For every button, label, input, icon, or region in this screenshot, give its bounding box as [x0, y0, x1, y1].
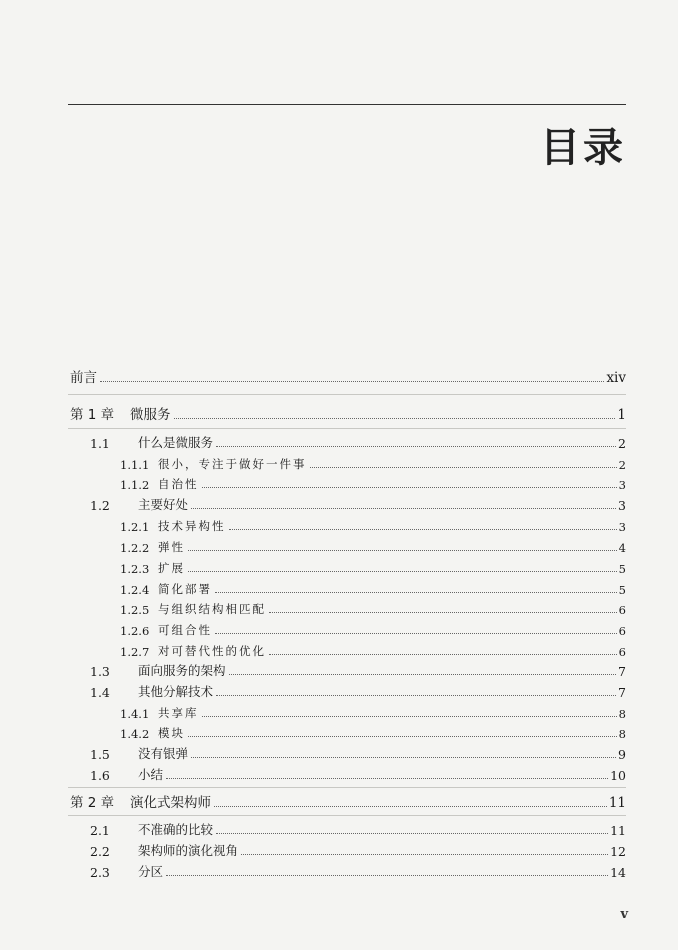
- toc-entry-page: 6: [618, 603, 626, 617]
- toc-entry-section[interactable]: [90, 860, 626, 880]
- toc-entry-page: 1: [617, 407, 626, 423]
- toc-entry-section[interactable]: [90, 818, 626, 838]
- toc-entry-page: 10: [610, 768, 626, 783]
- toc-entry-page: 3: [618, 478, 626, 492]
- leader-dots: [188, 571, 617, 572]
- toc-entry-number: 1.1.1: [120, 458, 150, 472]
- toc-entry-section[interactable]: [90, 493, 626, 513]
- divider: [68, 428, 626, 429]
- toc-entry-label: 什么是微服务: [138, 435, 214, 450]
- leader-dots: [100, 381, 604, 382]
- toc-entry-section[interactable]: [90, 839, 626, 859]
- divider: [68, 394, 626, 395]
- divider: [68, 787, 626, 788]
- toc-entry-label: 架构师的演化视角: [138, 843, 239, 858]
- leader-dots: [216, 446, 616, 447]
- toc-entry-number: 1.4.2: [120, 727, 150, 741]
- toc-entry-subsection[interactable]: [120, 452, 626, 472]
- toc-entry-number: 1.1.2: [120, 478, 150, 492]
- toc-entry-label: 与组织结构相匹配: [158, 602, 266, 616]
- toc-entry-label: 主要好处: [138, 497, 189, 512]
- toc-entry-number: 1.2.5: [120, 603, 150, 617]
- toc-entry-label: 模块: [158, 726, 185, 740]
- leader-dots: [202, 716, 617, 717]
- toc-entry-number: 1.4: [90, 685, 110, 700]
- toc-entry-section[interactable]: [90, 431, 626, 451]
- toc-entry-label: 演化式架构师: [130, 795, 211, 811]
- toc-entry-chapter-2[interactable]: [70, 791, 626, 811]
- toc-entry-number: 第 1 章: [70, 407, 115, 423]
- toc-entry-number: 1.5: [90, 747, 110, 762]
- toc-entry-subsection[interactable]: [120, 721, 626, 741]
- toc-entry-label: 分区: [138, 864, 164, 879]
- toc-entry-label: 微服务: [130, 407, 171, 423]
- toc-entry-section[interactable]: [90, 763, 626, 783]
- toc-entry-page: 2: [618, 458, 626, 472]
- toc-entry-subsection[interactable]: [120, 535, 626, 555]
- toc-entry-number: 1.2.2: [120, 541, 150, 555]
- toc-entry-label: 面向服务的架构: [138, 663, 226, 678]
- leader-dots: [166, 875, 608, 876]
- toc-entry-page: 8: [618, 707, 626, 721]
- toc-entry-number: 1.1: [90, 436, 110, 451]
- leader-dots: [216, 695, 616, 696]
- toc-entry-section[interactable]: [90, 742, 626, 762]
- toc-entry-label: 扩展: [158, 561, 185, 575]
- leader-dots: [214, 806, 607, 807]
- toc-entry-number: 1.2.7: [120, 645, 150, 659]
- toc-entry-page: 11: [608, 795, 626, 811]
- toc-entry-subsection[interactable]: [120, 639, 626, 659]
- toc-entry-number: 第 2 章: [70, 795, 115, 811]
- toc-entry-label: 弹性: [158, 540, 185, 554]
- toc-entry-label: 技术异构性: [158, 519, 226, 533]
- leader-dots: [202, 487, 617, 488]
- toc-entry-page: 5: [618, 562, 626, 576]
- divider: [68, 815, 626, 816]
- toc-entry-section[interactable]: [90, 680, 626, 700]
- toc-entry-number: 1.6: [90, 768, 110, 783]
- toc-entry-page: 9: [618, 747, 626, 762]
- toc-entry-page: 7: [618, 664, 626, 679]
- leader-dots: [191, 757, 616, 758]
- leader-dots: [174, 418, 616, 419]
- toc-entry-number: 1.3: [90, 664, 110, 679]
- toc-entry-page: 6: [618, 624, 626, 638]
- toc-entry-page: 8: [618, 727, 626, 741]
- toc-entry-page: 5: [618, 583, 626, 597]
- leader-dots: [216, 833, 608, 834]
- leader-dots: [188, 550, 617, 551]
- page-title: 目录: [540, 125, 626, 171]
- toc-entry-page: 4: [618, 541, 626, 555]
- leader-dots: [269, 654, 617, 655]
- leader-dots: [188, 736, 617, 737]
- toc-entry-chapter-1[interactable]: [70, 403, 626, 423]
- leader-dots: [215, 592, 617, 593]
- toc-entry-number: 2.3: [90, 865, 110, 880]
- toc-entry-page: xiv: [606, 370, 626, 386]
- toc-entry-label: 没有银弹: [138, 746, 189, 761]
- leader-dots: [229, 674, 617, 675]
- toc-entry-label: 小结: [138, 767, 164, 782]
- leader-dots: [269, 612, 617, 613]
- toc-entry-label: 不准确的比较: [138, 822, 214, 837]
- toc-entry-page: 12: [610, 844, 626, 859]
- toc-entry-page: 7: [618, 685, 626, 700]
- toc-entry-number: 2.1: [90, 823, 110, 838]
- leader-dots: [310, 467, 617, 468]
- toc-entry-label: 其他分解技术: [138, 684, 214, 699]
- toc-entry-subsection[interactable]: [120, 472, 626, 492]
- toc-entry-label: 前言: [70, 370, 97, 386]
- toc-entry-label: 共享库: [158, 706, 199, 720]
- toc-entry-preface[interactable]: [70, 366, 626, 386]
- toc-entry-page: 2: [618, 436, 626, 451]
- toc-entry-page: 6: [618, 645, 626, 659]
- toc-entry-subsection[interactable]: [120, 618, 626, 638]
- toc-entry-number: 1.2: [90, 498, 110, 513]
- toc-entry-label: 自治性: [158, 477, 199, 491]
- toc-entry-page: 14: [610, 865, 626, 880]
- toc-entry-number: 1.2.3: [120, 562, 150, 576]
- toc-entry-page: 11: [610, 823, 626, 838]
- toc-entry-section[interactable]: [90, 659, 626, 679]
- toc-entry-label: 可组合性: [158, 623, 212, 637]
- page-number: v: [620, 907, 628, 922]
- toc-entry-subsection[interactable]: [120, 556, 626, 576]
- leader-dots: [215, 633, 617, 634]
- leader-dots: [229, 529, 617, 530]
- toc-entry-page: 3: [618, 520, 626, 534]
- leader-dots: [191, 508, 616, 509]
- toc-entry-page: 3: [618, 498, 626, 513]
- toc-entry-number: 1.2.4: [120, 583, 150, 597]
- toc-entry-label: 简化部署: [158, 582, 212, 596]
- toc-entry-number: 1.2.6: [120, 624, 150, 638]
- toc-entry-number: 1.4.1: [120, 707, 150, 721]
- toc-entry-label: 对可替代性的优化: [158, 644, 266, 658]
- toc-entry-number: 2.2: [90, 844, 110, 859]
- toc-entry-subsection[interactable]: [120, 577, 626, 597]
- toc-entry-label: 很小，专注于做好一件事: [158, 457, 307, 471]
- leader-dots: [241, 854, 608, 855]
- leader-dots: [166, 778, 608, 779]
- toc-entry-subsection[interactable]: [120, 597, 626, 617]
- toc-entry-subsection[interactable]: [120, 514, 626, 534]
- toc-entry-subsection[interactable]: [120, 701, 626, 721]
- toc-entry-number: 1.2.1: [120, 520, 150, 534]
